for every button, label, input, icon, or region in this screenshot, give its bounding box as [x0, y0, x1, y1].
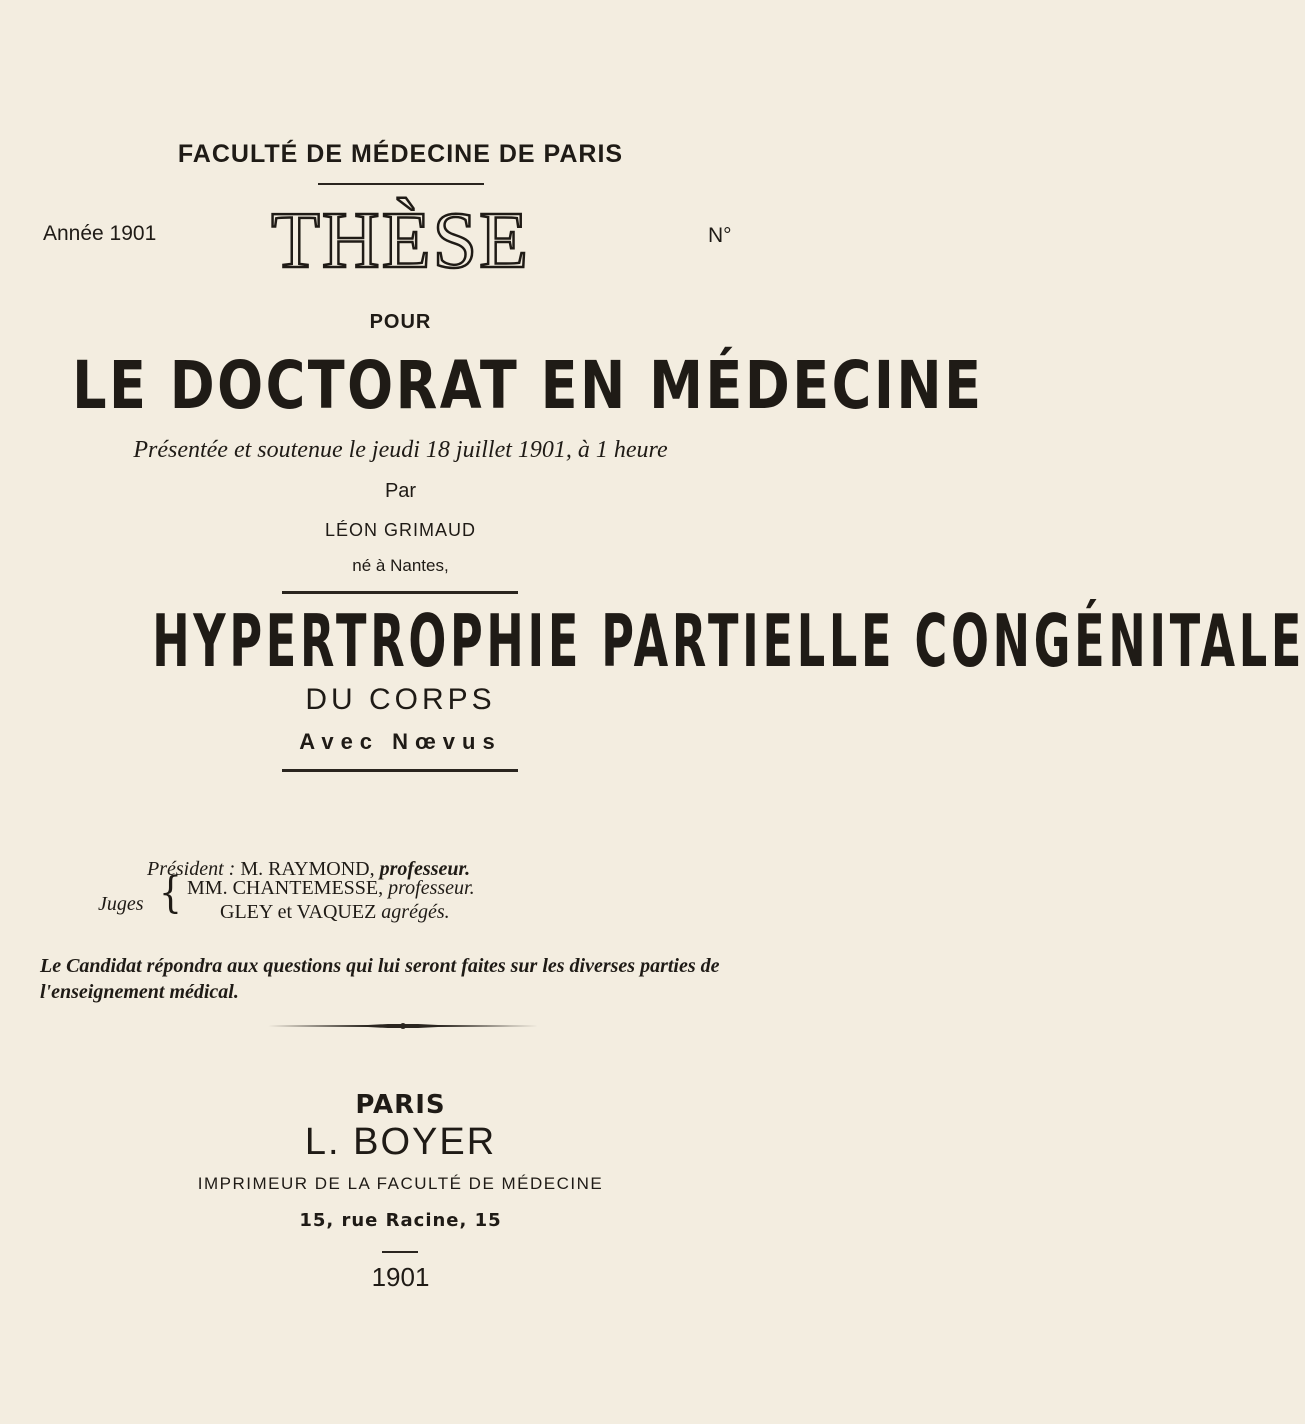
degree-title: LE DOCTORAT EN MÉDECINE	[72, 347, 984, 424]
thesis-title: HYPERTROPHIE PARTIELLE CONGÉNITALE	[152, 599, 1305, 683]
printer-line: IMPRIMEUR DE LA FACULTÉ DE MÉDECINE	[197, 1174, 604, 1193]
divider	[282, 591, 518, 594]
brace-icon: {	[159, 868, 182, 918]
judge1-role: professeur.	[388, 877, 475, 899]
divider	[318, 183, 484, 185]
president-role: professeur.	[379, 858, 471, 880]
publisher-name: L. BOYER	[304, 1121, 497, 1163]
publisher-address: 15, rue Racine, 15	[299, 1210, 502, 1231]
par-label: Par	[384, 480, 417, 502]
thesis-subtitle: DU CORPS	[305, 683, 496, 716]
author-name: LÉON GRIMAUD	[324, 520, 477, 540]
judge2-role: agrégés.	[381, 901, 450, 923]
divider	[282, 769, 518, 772]
publication-year: 1901	[371, 1262, 430, 1292]
thesis-heading: THÈSE	[271, 197, 530, 285]
judge1-name: MM. CHANTEMESSE,	[187, 877, 384, 899]
candidate-note: Le Candidat répondra aux questions qui lui seront faites sur les diverses parties de l'enseignement médical.	[40, 955, 720, 1003]
pour-label: POUR	[369, 311, 432, 333]
president-label: Président :	[147, 858, 236, 880]
divider	[382, 1251, 418, 1253]
number-label: N°	[708, 224, 732, 247]
ornament-rule-icon	[268, 1023, 538, 1029]
judge2-name: GLEY et VAQUEZ	[220, 901, 377, 923]
judges-label: Juges	[98, 893, 144, 915]
thesis-subtitle-avec: Avec Nœvus	[299, 729, 502, 754]
judge-line-1	[187, 877, 475, 900]
year-label: Année 1901	[43, 222, 157, 245]
judge-line-2	[220, 901, 450, 924]
birthplace: né à Nantes,	[352, 556, 449, 575]
faculty-name: FACULTÉ DE MÉDECINE DE PARIS	[177, 140, 624, 168]
imprint-city: PARIS	[355, 1090, 446, 1120]
president-name: M. RAYMOND,	[240, 858, 375, 880]
presentation-line: Présentée et soutenue le jeudi 18 juillet 1901, à 1 heure	[133, 437, 668, 463]
